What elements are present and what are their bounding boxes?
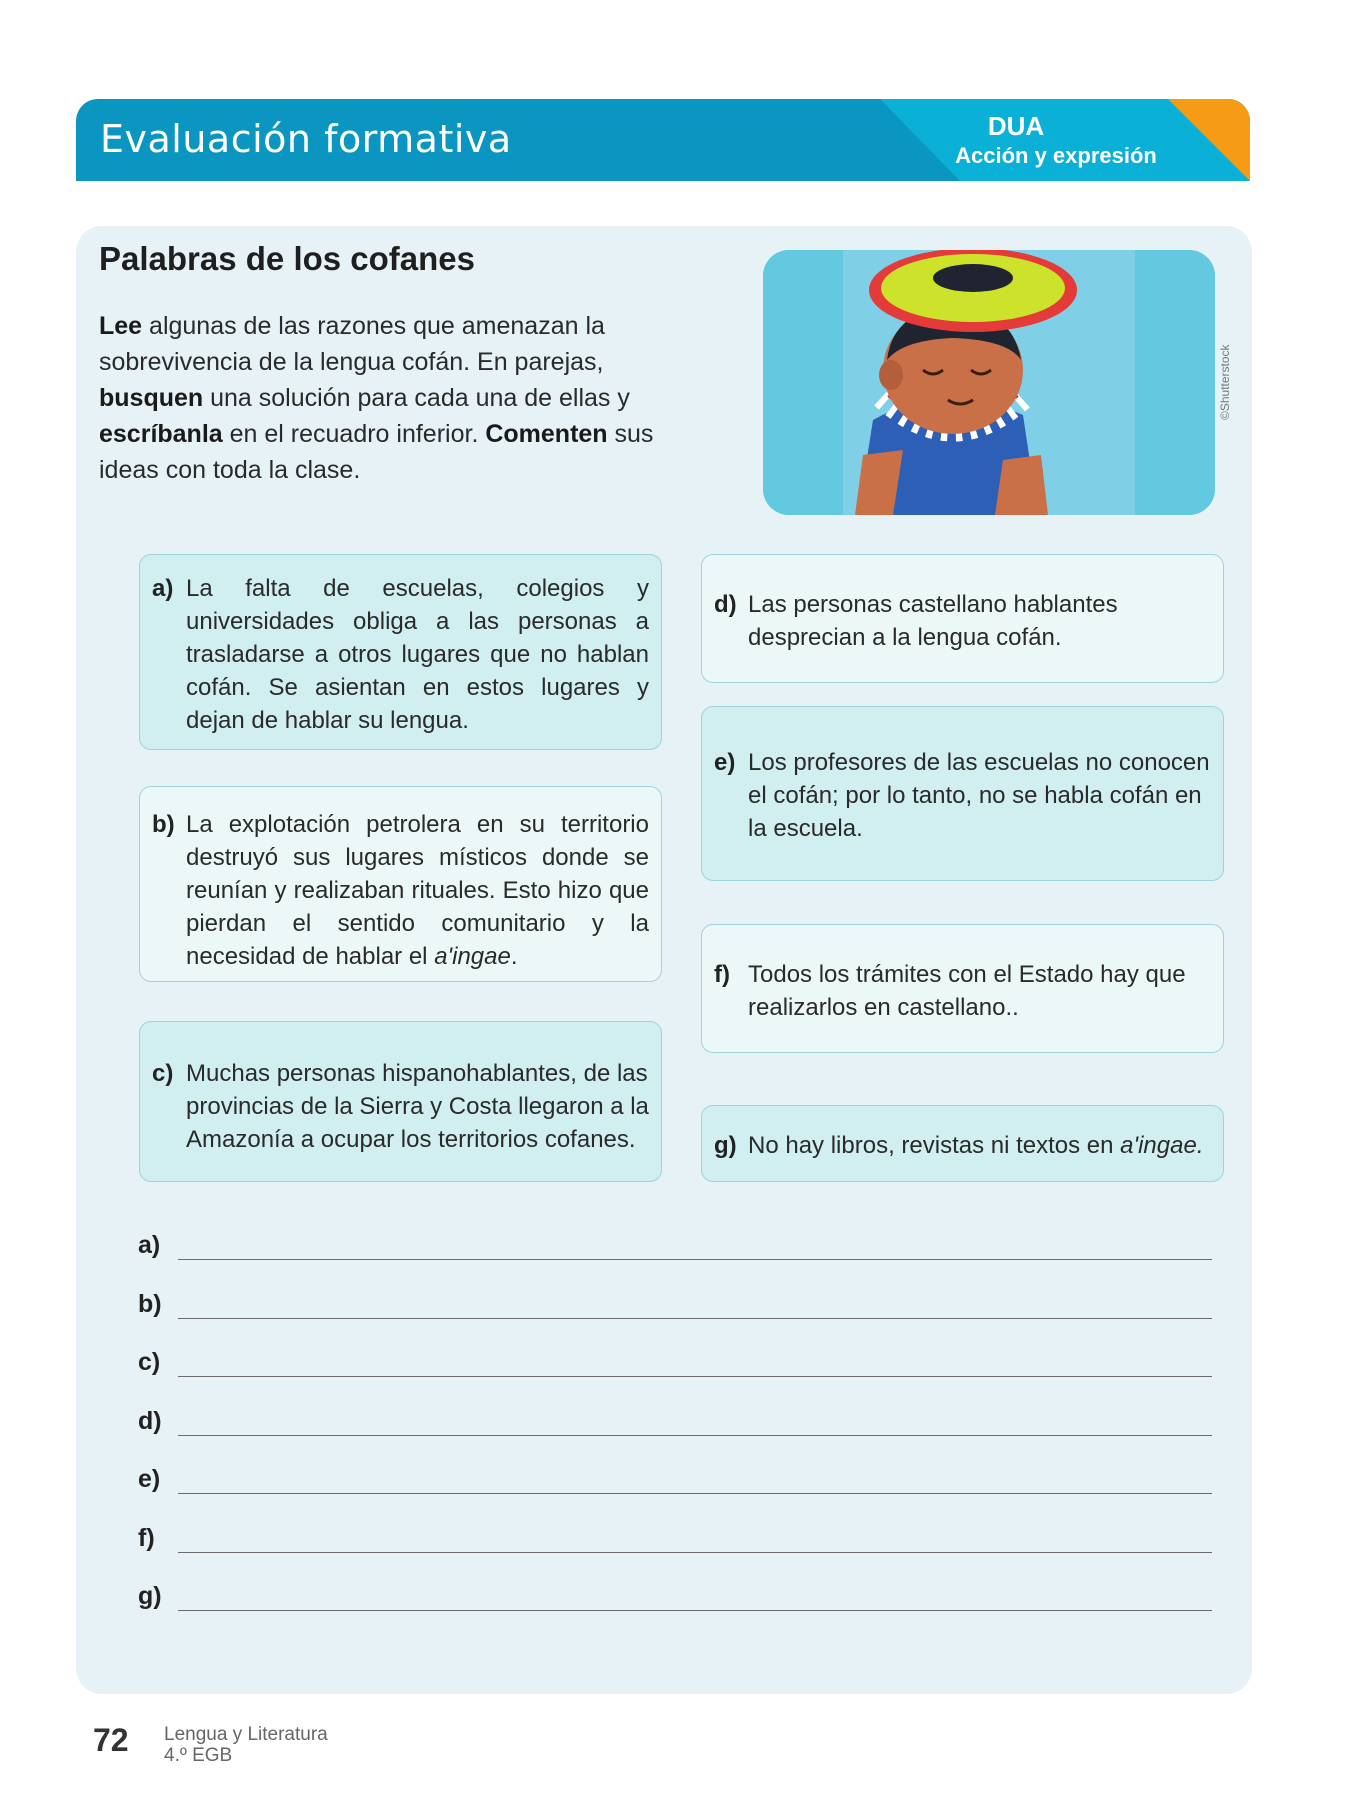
reason-letter: a) bbox=[152, 575, 174, 602]
instruction-verb-lee: Lee bbox=[99, 312, 143, 340]
answer-line-a[interactable] bbox=[138, 1224, 1212, 1264]
reason-letter: b) bbox=[152, 811, 175, 838]
reason-letter: d) bbox=[714, 591, 737, 618]
instruction-verb-escribanla: escríbanla bbox=[99, 420, 223, 448]
answer-label: f) bbox=[138, 1524, 155, 1552]
reason-text: Los profesores de las escuelas no conocen el cofán; por lo tanto, no se habla cofán en la escuela. bbox=[748, 749, 1210, 842]
cofan-child-drawing bbox=[763, 250, 1215, 515]
answer-label: d) bbox=[138, 1407, 162, 1435]
image-credit: ©Shutterstock bbox=[1218, 344, 1232, 420]
reason-card-d bbox=[701, 554, 1224, 683]
instruction-text: en el recuadro inferior. bbox=[222, 420, 486, 448]
cofan-child-illustration bbox=[763, 250, 1215, 515]
reason-card-a bbox=[139, 554, 662, 750]
reason-card-c bbox=[139, 1021, 662, 1182]
section-title: Evaluación formativa bbox=[100, 117, 512, 161]
instruction-verb-comenten: Comenten bbox=[485, 420, 608, 448]
grade-level: 4.º EGB bbox=[164, 1745, 233, 1766]
reason-text bbox=[186, 808, 649, 973]
answer-label: b) bbox=[138, 1290, 162, 1318]
instruction-text: algunas de las razones que amenazan la sobrevivencia de la lengua cofán. En parejas, bbox=[99, 312, 605, 376]
dua-title: DUA bbox=[987, 111, 1045, 141]
instruction-text: sus ideas con toda la clase. bbox=[99, 420, 654, 484]
write-line[interactable] bbox=[178, 1376, 1212, 1377]
answer-label: g) bbox=[138, 1582, 162, 1610]
answer-label: c) bbox=[138, 1348, 161, 1376]
reason-text-main: La explotación petrolera en su territorio destruyó sus lugares místicos donde se reunían y realizaban rituales. Esto hizo que pierdan el sentido comunitario y la necesidad de hablar el bbox=[186, 811, 649, 970]
reason-text: Las personas castellano hablantes desprecian a la lengua cofán. bbox=[748, 591, 1118, 651]
write-line[interactable] bbox=[178, 1493, 1212, 1494]
reason-text bbox=[748, 1129, 1211, 1162]
answer-line-f[interactable] bbox=[138, 1517, 1212, 1557]
subject-name: Lengua y Literatura bbox=[164, 1724, 328, 1745]
answer-label: a) bbox=[138, 1231, 161, 1259]
reason-text-end: . bbox=[510, 943, 518, 970]
reason-card-g bbox=[701, 1105, 1224, 1182]
instruction-text: una solución para cada una de ellas y bbox=[203, 384, 630, 412]
reason-letter: e) bbox=[714, 749, 736, 776]
reason-text: La falta de escuelas, colegios y universidades obliga a las personas a trasladarse a otros lugares que no hablan cofán. Se asientan en estos lugares y dejan de hablar su lengua. bbox=[186, 575, 649, 734]
page-number: 72 bbox=[93, 1722, 129, 1758]
reason-card-f bbox=[701, 924, 1224, 1053]
answer-line-c[interactable] bbox=[138, 1341, 1212, 1381]
activity-instructions bbox=[99, 308, 679, 488]
write-line[interactable] bbox=[178, 1259, 1212, 1260]
reason-text-main: No hay libros, revistas ni textos en bbox=[748, 1132, 1121, 1159]
activity-title: Palabras de los cofanes bbox=[99, 240, 476, 277]
answer-label: e) bbox=[138, 1465, 161, 1493]
reason-letter: g) bbox=[714, 1132, 737, 1159]
reason-text: Muchas personas hispanohablantes, de las provincias de la Sierra y Costa llegaron a la Amazonía a ocupar los territorios cofanes. bbox=[186, 1060, 649, 1153]
section-banner bbox=[76, 99, 1250, 181]
dua-subtitle: Acción y expresión bbox=[955, 143, 1157, 168]
write-line[interactable] bbox=[178, 1552, 1212, 1553]
reason-letter: f) bbox=[714, 961, 730, 988]
write-line[interactable] bbox=[178, 1610, 1212, 1611]
reason-term: a'ingae. bbox=[1120, 1132, 1204, 1159]
reason-term: a'ingae bbox=[434, 943, 511, 970]
write-line[interactable] bbox=[178, 1318, 1212, 1319]
answer-line-b[interactable] bbox=[138, 1283, 1212, 1323]
instruction-verb-busquen: busquen bbox=[99, 384, 204, 412]
reason-card-b bbox=[139, 786, 662, 982]
reason-letter: c) bbox=[152, 1060, 174, 1087]
answer-line-d[interactable] bbox=[138, 1400, 1212, 1440]
reason-text: Todos los trámites con el Estado hay que realizarlos en castellano.. bbox=[748, 961, 1186, 1021]
answer-line-e[interactable] bbox=[138, 1458, 1212, 1498]
reason-card-e bbox=[701, 706, 1224, 881]
write-line[interactable] bbox=[178, 1435, 1212, 1436]
answer-line-g[interactable] bbox=[138, 1575, 1212, 1615]
